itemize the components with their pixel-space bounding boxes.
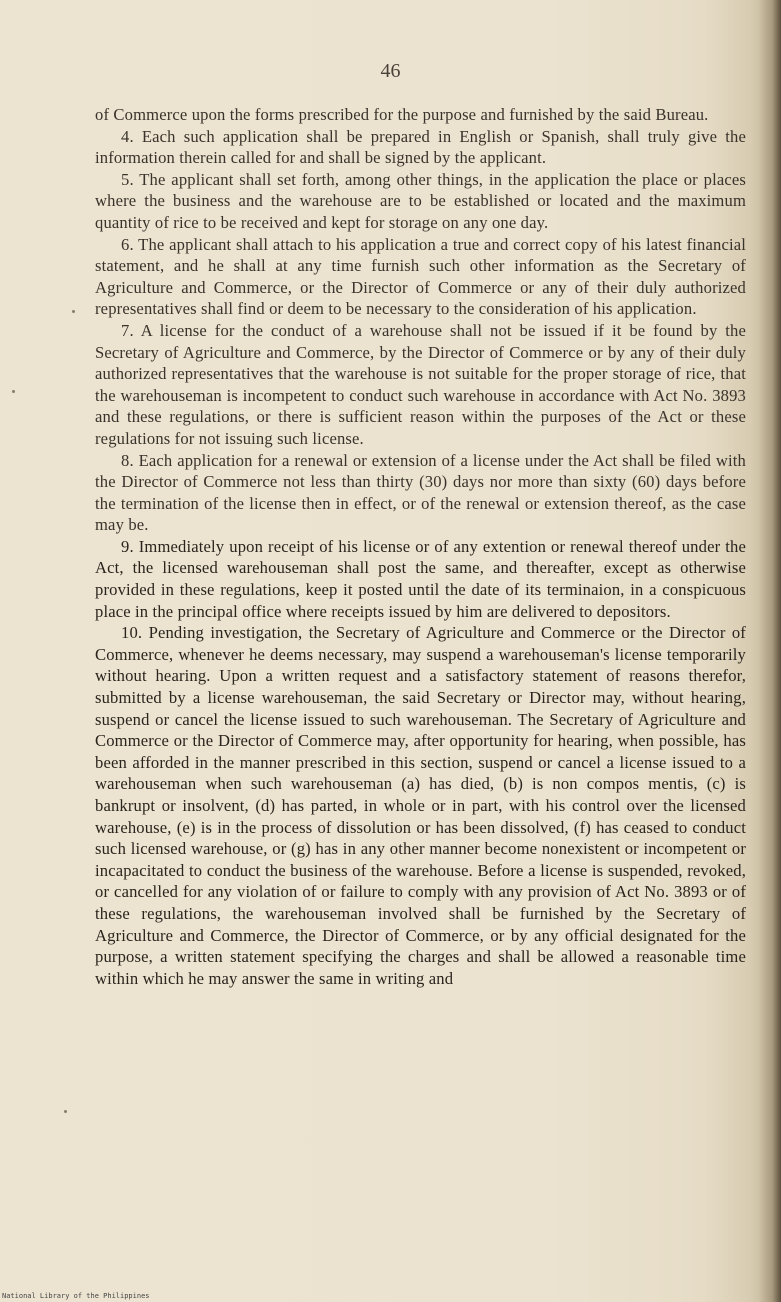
- paragraph-continuation: of Commerce upon the forms prescribed for the purpose and furnished by the said Bureau.: [95, 105, 709, 124]
- paragraph-6: 6. The applicant shall attach to his application a true and correct copy of his latest financial statement, and he shall at any time furnish such other information as the Secretary of Agriculture and Commerce, or the Director of Commerce or any of their duly authorized representatives shall find or deem to be necessary to the consideration of his application.: [95, 234, 746, 319]
- paper-speck: [72, 310, 75, 313]
- paragraph-9: 9. Immediately upon receipt of his license or of any extention or renewal thereof under the Act, the licensed warehouseman shall post the same, and thereafter, except as otherwise provided in these regulations, keep it posted until the date of its terminaion, in a conspicuous place in the principal office where receipts issued by him are delivered to depositors.: [95, 536, 746, 621]
- body-text: [95, 104, 746, 989]
- paragraph-7: 7. A license for the conduct of a warehouse shall not be issued if it be found by the Secretary of Agriculture and Commerce, by the Director of Commerce or by any of their duly authorized representatives that the warehouse is not suitable for the proper storage of rice, that the warehouseman is incompetent to conduct such warehouse in accordance with Act No. 3893 and these regulations, or there is sufficient reason within the purposes of the Act or these regulations for not issuing such license.: [95, 320, 746, 448]
- footer-credit: National Library of the Philippines: [2, 1292, 150, 1300]
- paragraph-4: 4. Each such application shall be prepared in English or Spanish, shall truly give the information therein called for and shall be signed by the applicant.: [95, 126, 746, 168]
- page-edge-shadow: [759, 0, 781, 1302]
- page-number: 46: [380, 60, 401, 82]
- paragraph-5: 5. The applicant shall set forth, among other things, in the application the place or places where the business and the warehouse are to be established or located and the maximum quantity of rice to be received and kept for storage on any one day.: [95, 169, 746, 232]
- paragraph-8: 8. Each application for a renewal or extension of a license under the Act shall be filed with the Director of Commerce not less than thirty (30) days nor more than sixty (60) days before the termination of the license then in effect, or of the renewal or extension thereof, as the case may be.: [95, 450, 746, 535]
- paragraph-10: 10. Pending investigation, the Secretary of Agriculture and Commerce or the Director of Commerce, whenever he deems necessary, may suspend a warehouseman's license temporarily without hearing. Upon a written request and a satisfactory statement of reasons therefor, submitted by a license warehouseman, the said Secretary or Director may, without hearing, suspend or cancel the license issued to such warehouseman. The Secretary of Agriculture and Commerce or the Director of Commerce may, after opportunity for hearing, when possible, has been afforded in the manner prescribed in this section, suspend or cancel a license issued to a warehouseman when such warehouseman (a) has died, (b) is non compos mentis, (c) is bankrupt or insolvent, (d) has parted, in whole or in part, with his control over the licensed warehouse, (e) is in the process of dissolution or has been dissolved, (f) has ceased to conduct such licensed warehouse, or (g) has in any other manner become nonexistent or incompetent or incapacitated to conduct the business of the warehouse. Before a license is suspended, revoked, or cancelled for any violation of or failure to comply with any provision of Act No. 3893 or of these regulations, the warehouseman involved shall be furnished by the Secretary of Agriculture and Commerce, the Director of Commerce, or by any official designated for the purpose, a written statement specifying the charges and shall be allowed a reasonable time within which he may answer the same in writing and: [95, 623, 746, 988]
- paper-speck: [64, 1110, 67, 1113]
- paper-speck: [12, 390, 15, 393]
